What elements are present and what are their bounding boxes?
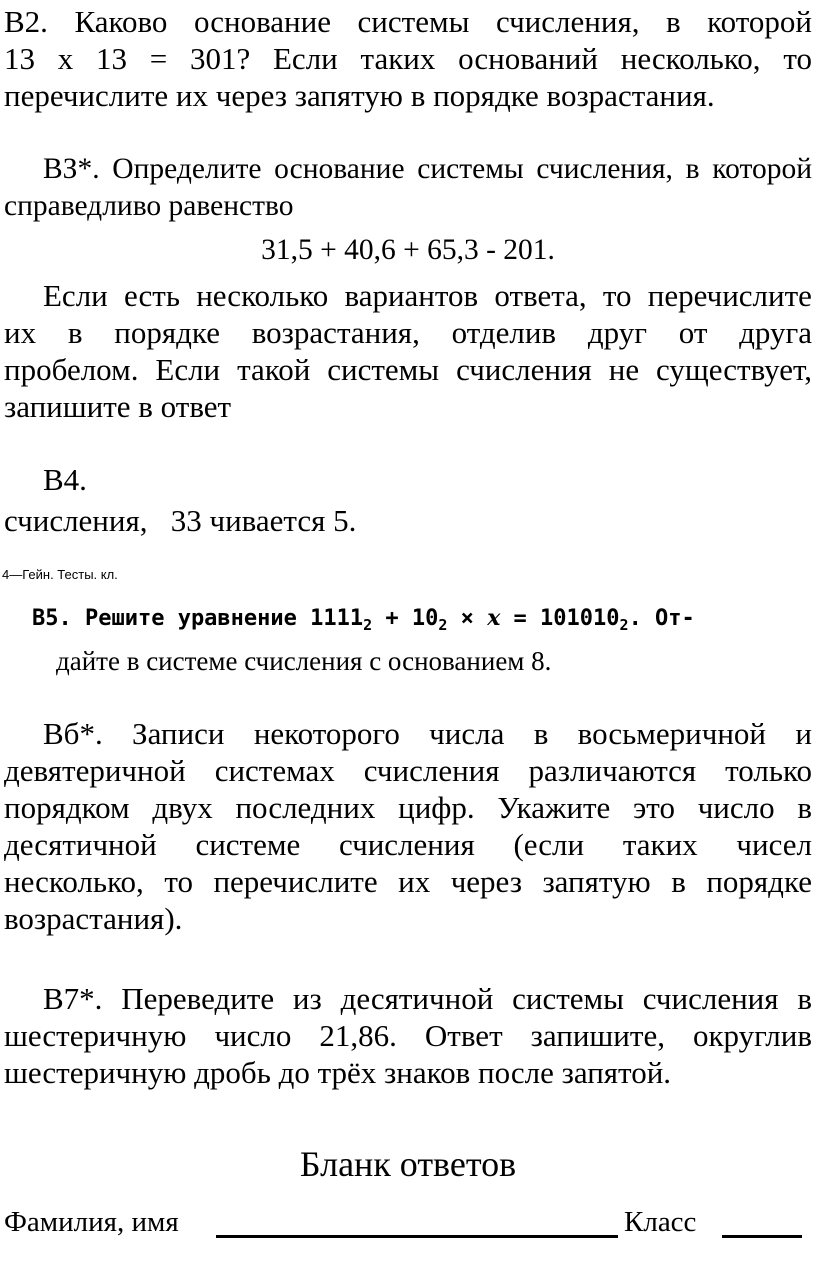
word: только <box>725 753 812 788</box>
word: запятую <box>542 864 651 899</box>
task-b3 <box>4 151 812 225</box>
word: В2. <box>4 4 48 39</box>
word: счисления <box>642 981 779 1016</box>
name-field-line[interactable] <box>216 1235 618 1238</box>
answer-form <box>4 1202 812 1242</box>
word: число <box>697 790 775 825</box>
word: Определите <box>112 153 262 185</box>
word: таких <box>622 827 698 862</box>
word: отделив <box>451 315 557 350</box>
word: вариантов <box>344 278 479 313</box>
class-label: Класс <box>624 1206 697 1238</box>
word: их <box>398 864 431 899</box>
word: = <box>149 41 168 76</box>
task-b5-continuation: дайте в системе счисления с основанием 8. <box>56 646 552 676</box>
word: числа <box>429 716 505 751</box>
task-b5-sub-3: 2 <box>619 616 629 634</box>
word: шестеричную <box>4 1018 187 1053</box>
task-b5-suffix: . От- <box>628 606 695 631</box>
word: перечислите <box>213 864 378 899</box>
word: Записи <box>132 716 225 751</box>
answer-form-title: Бланк ответов <box>299 1144 517 1184</box>
task-b3-line-5 <box>4 351 812 388</box>
word: счисления, <box>495 4 640 39</box>
word: девятеричной <box>4 753 186 788</box>
task-b7-line-1 <box>4 980 812 1017</box>
task-b3-line-4 <box>4 314 812 351</box>
word: Укажите <box>497 790 611 825</box>
word: системах <box>214 753 335 788</box>
word: не <box>608 352 640 387</box>
word: запишите, <box>530 1018 665 1053</box>
word: и <box>795 716 812 751</box>
task-b5-prefix: В5. Решите уравнение 1111 <box>32 606 364 631</box>
word: ответа, <box>494 278 587 313</box>
word: основание <box>193 4 332 39</box>
word: то <box>602 278 632 313</box>
task-b6-line-4 <box>4 826 812 863</box>
word: счисления <box>363 753 500 788</box>
word: Каково <box>74 4 168 39</box>
word: в <box>671 864 686 899</box>
task-b5 <box>32 598 812 645</box>
word: системы <box>357 4 470 39</box>
word: порядке <box>706 864 812 899</box>
task-b4-label: В4. <box>43 462 87 497</box>
word: которой <box>707 4 812 39</box>
task-b5-plus: + 10 <box>372 606 439 631</box>
word: пробелом. <box>4 352 139 387</box>
word: десятичной <box>4 827 157 862</box>
word: ВЗ*. <box>43 153 100 185</box>
word: в <box>67 315 83 350</box>
word: системе <box>195 827 301 862</box>
word: Ответ <box>424 1018 503 1053</box>
word: несколько, <box>620 41 761 76</box>
word: то <box>783 41 812 76</box>
task-b6-line-3 <box>4 789 812 826</box>
word: их <box>4 315 37 350</box>
word: х <box>57 41 74 76</box>
task-b3-equation: 31,5 + 40,6 + 65,3 - 201. <box>261 234 555 266</box>
word: системы <box>327 352 440 387</box>
word: последних <box>235 790 376 825</box>
task-b2-line-2 <box>4 40 812 77</box>
word: то <box>164 864 193 899</box>
word: от <box>678 315 708 350</box>
task-b3-continued <box>4 277 812 425</box>
word: 13 <box>96 41 127 76</box>
task-b6-line-1 <box>4 715 812 752</box>
task-b5-variable: x <box>487 605 501 631</box>
word: которой <box>712 153 812 185</box>
word: есть <box>123 278 180 313</box>
word: Вб*. <box>43 716 103 751</box>
word: некоторого <box>253 716 400 751</box>
word: системы <box>512 981 624 1016</box>
word: восьмеричной <box>577 716 767 751</box>
word: системы <box>417 153 524 185</box>
page-footnote: 4—Гейн. Тесты. кл. <box>2 567 118 582</box>
word: оснований <box>458 41 598 76</box>
word: существует, <box>656 352 812 387</box>
task-b6-line-2 <box>4 752 812 789</box>
task-b7-line-3: шестеричную дробь до трёх знаков после запятой. <box>4 1055 672 1090</box>
word: округлив <box>692 1018 812 1053</box>
word: двух <box>152 790 213 825</box>
word: в <box>797 981 812 1016</box>
task-b4 <box>4 461 812 498</box>
word: Переведите <box>121 981 275 1016</box>
task-b3-line-3 <box>4 277 812 314</box>
word: Если <box>43 278 108 313</box>
word: счисления <box>456 352 592 387</box>
task-b6 <box>4 715 812 937</box>
task-b3-line-1 <box>4 151 812 188</box>
word: 13 <box>4 41 35 76</box>
word: возрастания, <box>251 315 420 350</box>
word: таких <box>360 41 436 76</box>
class-field-line[interactable] <box>722 1235 802 1238</box>
word: основание <box>274 153 405 185</box>
task-b3-line-2: справедливо равенство <box>4 190 294 222</box>
task-b2 <box>4 3 812 114</box>
word: 21,86. <box>319 1018 397 1053</box>
task-b5-times: × <box>447 606 488 631</box>
word: В7*. <box>43 981 103 1016</box>
task-b7 <box>4 980 812 1091</box>
task-b7-line-2 <box>4 1017 812 1054</box>
task-b2-line-3: перечислите их через запятую в порядке возрастания. <box>4 78 715 113</box>
task-b4-text: счисления, 33 чивается 5. <box>4 503 357 538</box>
word: порядком <box>4 790 130 825</box>
task-b5-eq: = 101010 <box>500 606 620 631</box>
word: счисления, <box>536 153 673 185</box>
word: в <box>533 716 549 751</box>
word: 301? <box>189 41 251 76</box>
task-b6-line-5 <box>4 863 812 900</box>
word: счисления <box>338 827 475 862</box>
name-label: Фамилия, имя <box>4 1206 179 1238</box>
task-b5-sub-2: 2 <box>438 616 448 634</box>
word: в <box>685 153 700 185</box>
word: несколько, <box>4 864 144 899</box>
word: цифр. <box>398 790 475 825</box>
word: (если <box>513 827 585 862</box>
word: порядке <box>114 315 220 350</box>
word: десятичной <box>340 981 494 1016</box>
task-b4-body <box>4 502 812 539</box>
word: это <box>633 790 675 825</box>
task-b6-line-6: возрастания). <box>4 901 183 936</box>
word: в <box>797 790 812 825</box>
word: Если <box>155 352 221 387</box>
word: чисел <box>736 827 812 862</box>
word: несколько <box>196 278 329 313</box>
word: Если <box>273 41 338 76</box>
task-b5-sub-1: 2 <box>363 616 373 634</box>
word: из <box>292 981 322 1016</box>
word: друга <box>739 315 812 350</box>
task-b3-line-6: запишите в ответ <box>4 389 232 424</box>
word: перечислите <box>647 278 812 313</box>
word: число <box>214 1018 292 1053</box>
word: через <box>450 864 522 899</box>
word: друг <box>587 315 647 350</box>
task-b2-line-1 <box>4 3 812 40</box>
word: различаются <box>528 753 697 788</box>
word: такой <box>237 352 311 387</box>
word: в <box>665 4 681 39</box>
